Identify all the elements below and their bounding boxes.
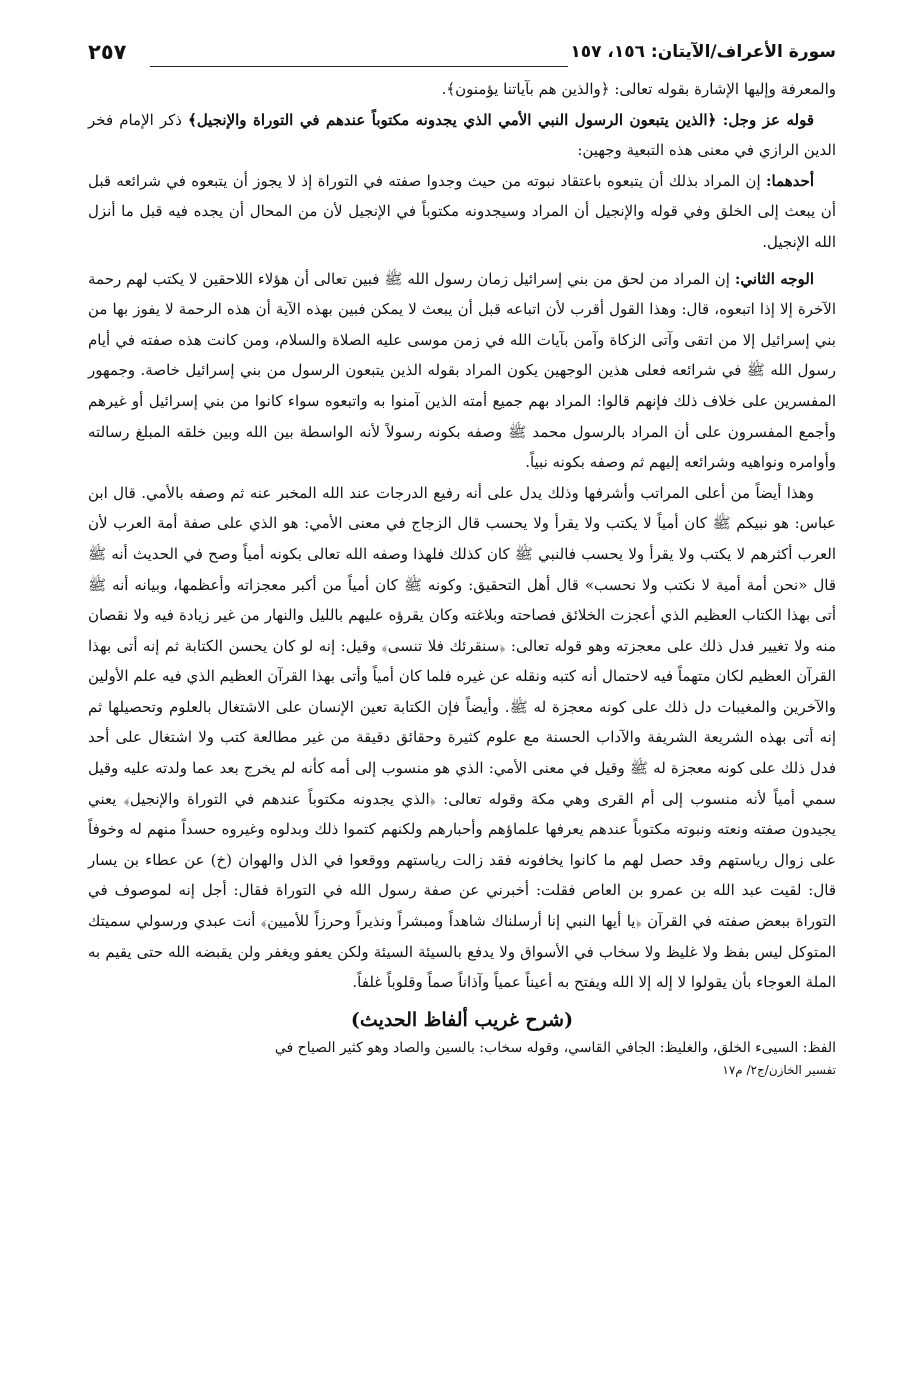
paragraph: قوله عز وجل: ﴿الذين يتبعون الرسول النبي الأمي الذي يجدونه مكتوباً عندهم في التوراة والإنجيل﴾ ذكر الإمام فخر الدين الرازي في معنى هذه التبعية وجهين:	[88, 110, 836, 160]
paragraph: والمعرفة وإليها الإشارة بقوله تعالى: ﴿والذين هم بآياتنا يؤمنون﴾.	[441, 80, 836, 98]
paragraph: الوجه الثاني: إن المراد من لحق من بني إسرائيل زمان رسول الله ﷺ فبين تعالى أن هؤلاء اللاحقين لا يكتب لهم رحمة الآخرة إلا إذا اتبعوه، قال: وهذا القول أقرب لأن اتباعه قبل أن يبعث لا يمكن فبين بهذه الآية أن هذه الرحمة لا يفوز بها من بني إسرائيل إلا من اتقى وآتى الزكاة وآمن بآيات الله في زمن موسى عليه الصلاة والسلام، ومن كانت هذه صفته في أيام رسول الله ﷺ في شرائعه فعلى هذين الوجهين يكون المراد بقوله الذين يتبعون الرسول من بني إسرائيل خاصة. وجمهور المفسرين على خلاف ذلك فإنهم قالوا: المراد بهم جميع أمته الذين آمنوا به واتبعوه سواء كانوا من بني إسرائيل أو غيرهم وأجمع المفسرون على أن المراد بالرسول محمد ﷺ وصفه بكونه رسولاً لأنه الواسطة بين الله وبين خلقه المبلغ رسالته وأوامره ونواهيه وشرائعه إليهم ثم وصفه بكونه نبياً.	[88, 269, 836, 472]
page-header	[88, 36, 836, 74]
section-heading: (شرح غريب ألفاظ الحديث)	[350, 1008, 574, 1031]
page-number: ٢٥٧	[88, 40, 127, 64]
header-rule	[150, 66, 568, 67]
body-text	[88, 74, 836, 998]
paragraph: وهذا أيضاً من أعلى المراتب وأشرفها وذلك يدل على أنه رفيع الدرجات عند الله المخبر عنه ثم وصفه بالأمي. قال ابن عباس: هو نبيكم ﷺ كان أمياً لا يكتب ولا يقرأ ولا يحسب قال الزجاج في معنى الأمي: هو الذي على صفة أمة العرب لأن العرب أكثرهم لا يكتب ولا يقرأ ولا يحسب فالنبي ﷺ كان كذلك فلهذا وصفه الله تعالى بكونه أمياً وصح في الحديث أنه ﷺ قال «نحن أمة أمية لا نكتب ولا نحسب» قال أهل التحقيق: وكونه ﷺ كان أمياً من أكبر معجزاته وأعظمها، وبيانه أنه ﷺ أتى بهذا الكتاب العظيم الذي أعجزت الخلائق فصاحته وبلاغته وكان يقرؤه عليهم بالليل والنهار من غير زيادة فيه ولا نقصان منه ولا تغيير فدل ذلك على معجزته وهو قوله تعالى: ﴿سنقرئك فلا تنسى﴾ وقيل: إنه لو كان يحسن الكتابة ثم إنه أتى بهذا القرآن العظيم لكان متهماً فيه لاحتمال أنه كتبه ونقله عن غيره فلما كان أمياً وأتى بهذا القرآن العظيم الذي فيه علم الأولين والآخرين والمغيبات دل ذلك على كونه معجزة له ﷺ. وأيضاً فإن الكتابة تعين الإنسان على الاشتغال بالعلوم وتحصيلها ثم إنه أتى بهذه الشريعة الشريفة والآداب الحسنة مع علوم كثيرة وحقائق دقيقة من غير مطالعة كتب ولا اشتغال على أحد فدل ذلك على كونه معجزة له ﷺ وقيل في معنى الأمي: الذي هو منسوب إلى أمه كأنه لم يخرج بعد عما ولدته عليه وقيل سمي أمياً لأنه منسوب إلى أم القرى وهي مكة وقوله تعالى: ﴿الذي يجدونه مكتوباً عندهم في التوراة والإنجيل﴾ يعني يجيدون صفته ونعته ونبوته مكتوباً عندهم يعرفها علماؤهم وأحبارهم ولكنهم كتموا ذلك وبدلوه وغيروه حسداً منهم له وخوفاً على زوال رياستهم وقد حصل لهم ما كانوا يخافونه فقد زالت رياستهم ووقعوا في الذل والهوان (خ) عن عطاء بن يسار قال: لقيت عبد الله بن عمرو بن العاص فقلت: أخبرني عن صفة رسول الله في التوراة فقال: أجل إنه لموصوف في التوراة ببعض صفته في القرآن ﴿يا أيها النبي إنا أرسلناك شاهداً ومبشراً ونذيراً وحرزاً للأميين﴾ أنت عبدي ورسولي سميتك المتوكل ليس بفظ ولا غليظ ولا سخاب في الأسواق ولا يدفع بالسيئة السيئة ولكن يعفو ويغفر ولن يقبضه الله حتى يقيم به الملة العوجاء بأن يقولوا لا إله إلا الله ويفتح به أعيناً عمياً وآذاناً صماً وقلوباً غلفاً.	[88, 483, 837, 992]
footnote: الفظ: السيىء الخلق، والغليظ: الجافي القاسي، وقوله سخاب: بالسين والصاد وهو كثير الصياح في	[274, 1039, 836, 1056]
document-page	[88, 36, 836, 1356]
folio-signature: تفسير الخازن/ج٢/ م١٧	[722, 1062, 836, 1077]
running-title: سورة الأعراف/الآيتان: ١٥٦، ١٥٧	[570, 42, 836, 62]
paragraph: أحدهما: إن المراد بذلك أن يتبعوه باعتقاد نبوته من حيث وجدوا صفته في التوراة إذ لا يجوز أن يتبعوه في شرائعه قبل أن يبعث إلى الخلق وفي قوله والإنجيل أن المراد وسيجدونه مكتوباً في الإنجيل لأن من المحال أن يجده فيه قبل ما أنزل الله الإنجيل.	[88, 171, 836, 251]
